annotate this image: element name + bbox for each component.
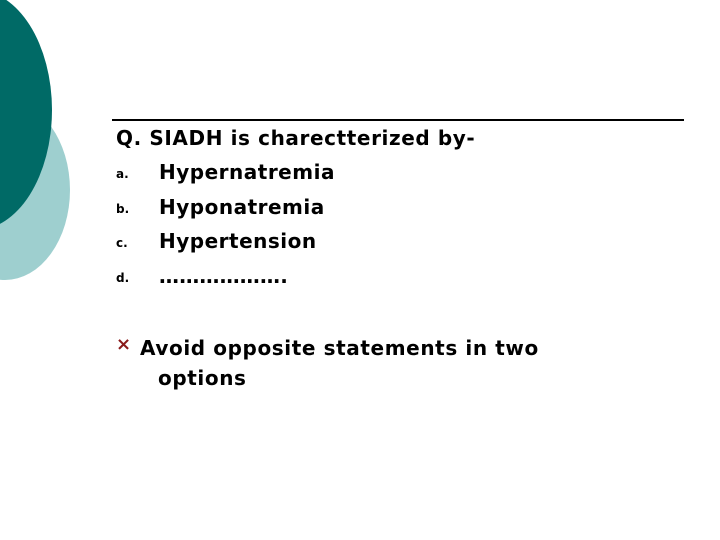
option-text: Hypernatremia bbox=[159, 160, 335, 184]
option-letter: c. bbox=[116, 236, 128, 250]
option-text: ………………. bbox=[159, 264, 288, 288]
option-text: Hyponatremia bbox=[159, 195, 325, 219]
question-text: Q. SIADH is charectterized by- bbox=[116, 126, 476, 150]
option-letter: d. bbox=[116, 271, 130, 285]
option-text: Hypertension bbox=[159, 229, 317, 253]
title-divider bbox=[112, 119, 684, 121]
option-letter: b. bbox=[116, 202, 130, 216]
x-bullet-icon: × bbox=[116, 334, 132, 355]
option-letter: a. bbox=[116, 167, 129, 181]
tip-text: Avoid opposite statements in two options bbox=[140, 336, 539, 390]
